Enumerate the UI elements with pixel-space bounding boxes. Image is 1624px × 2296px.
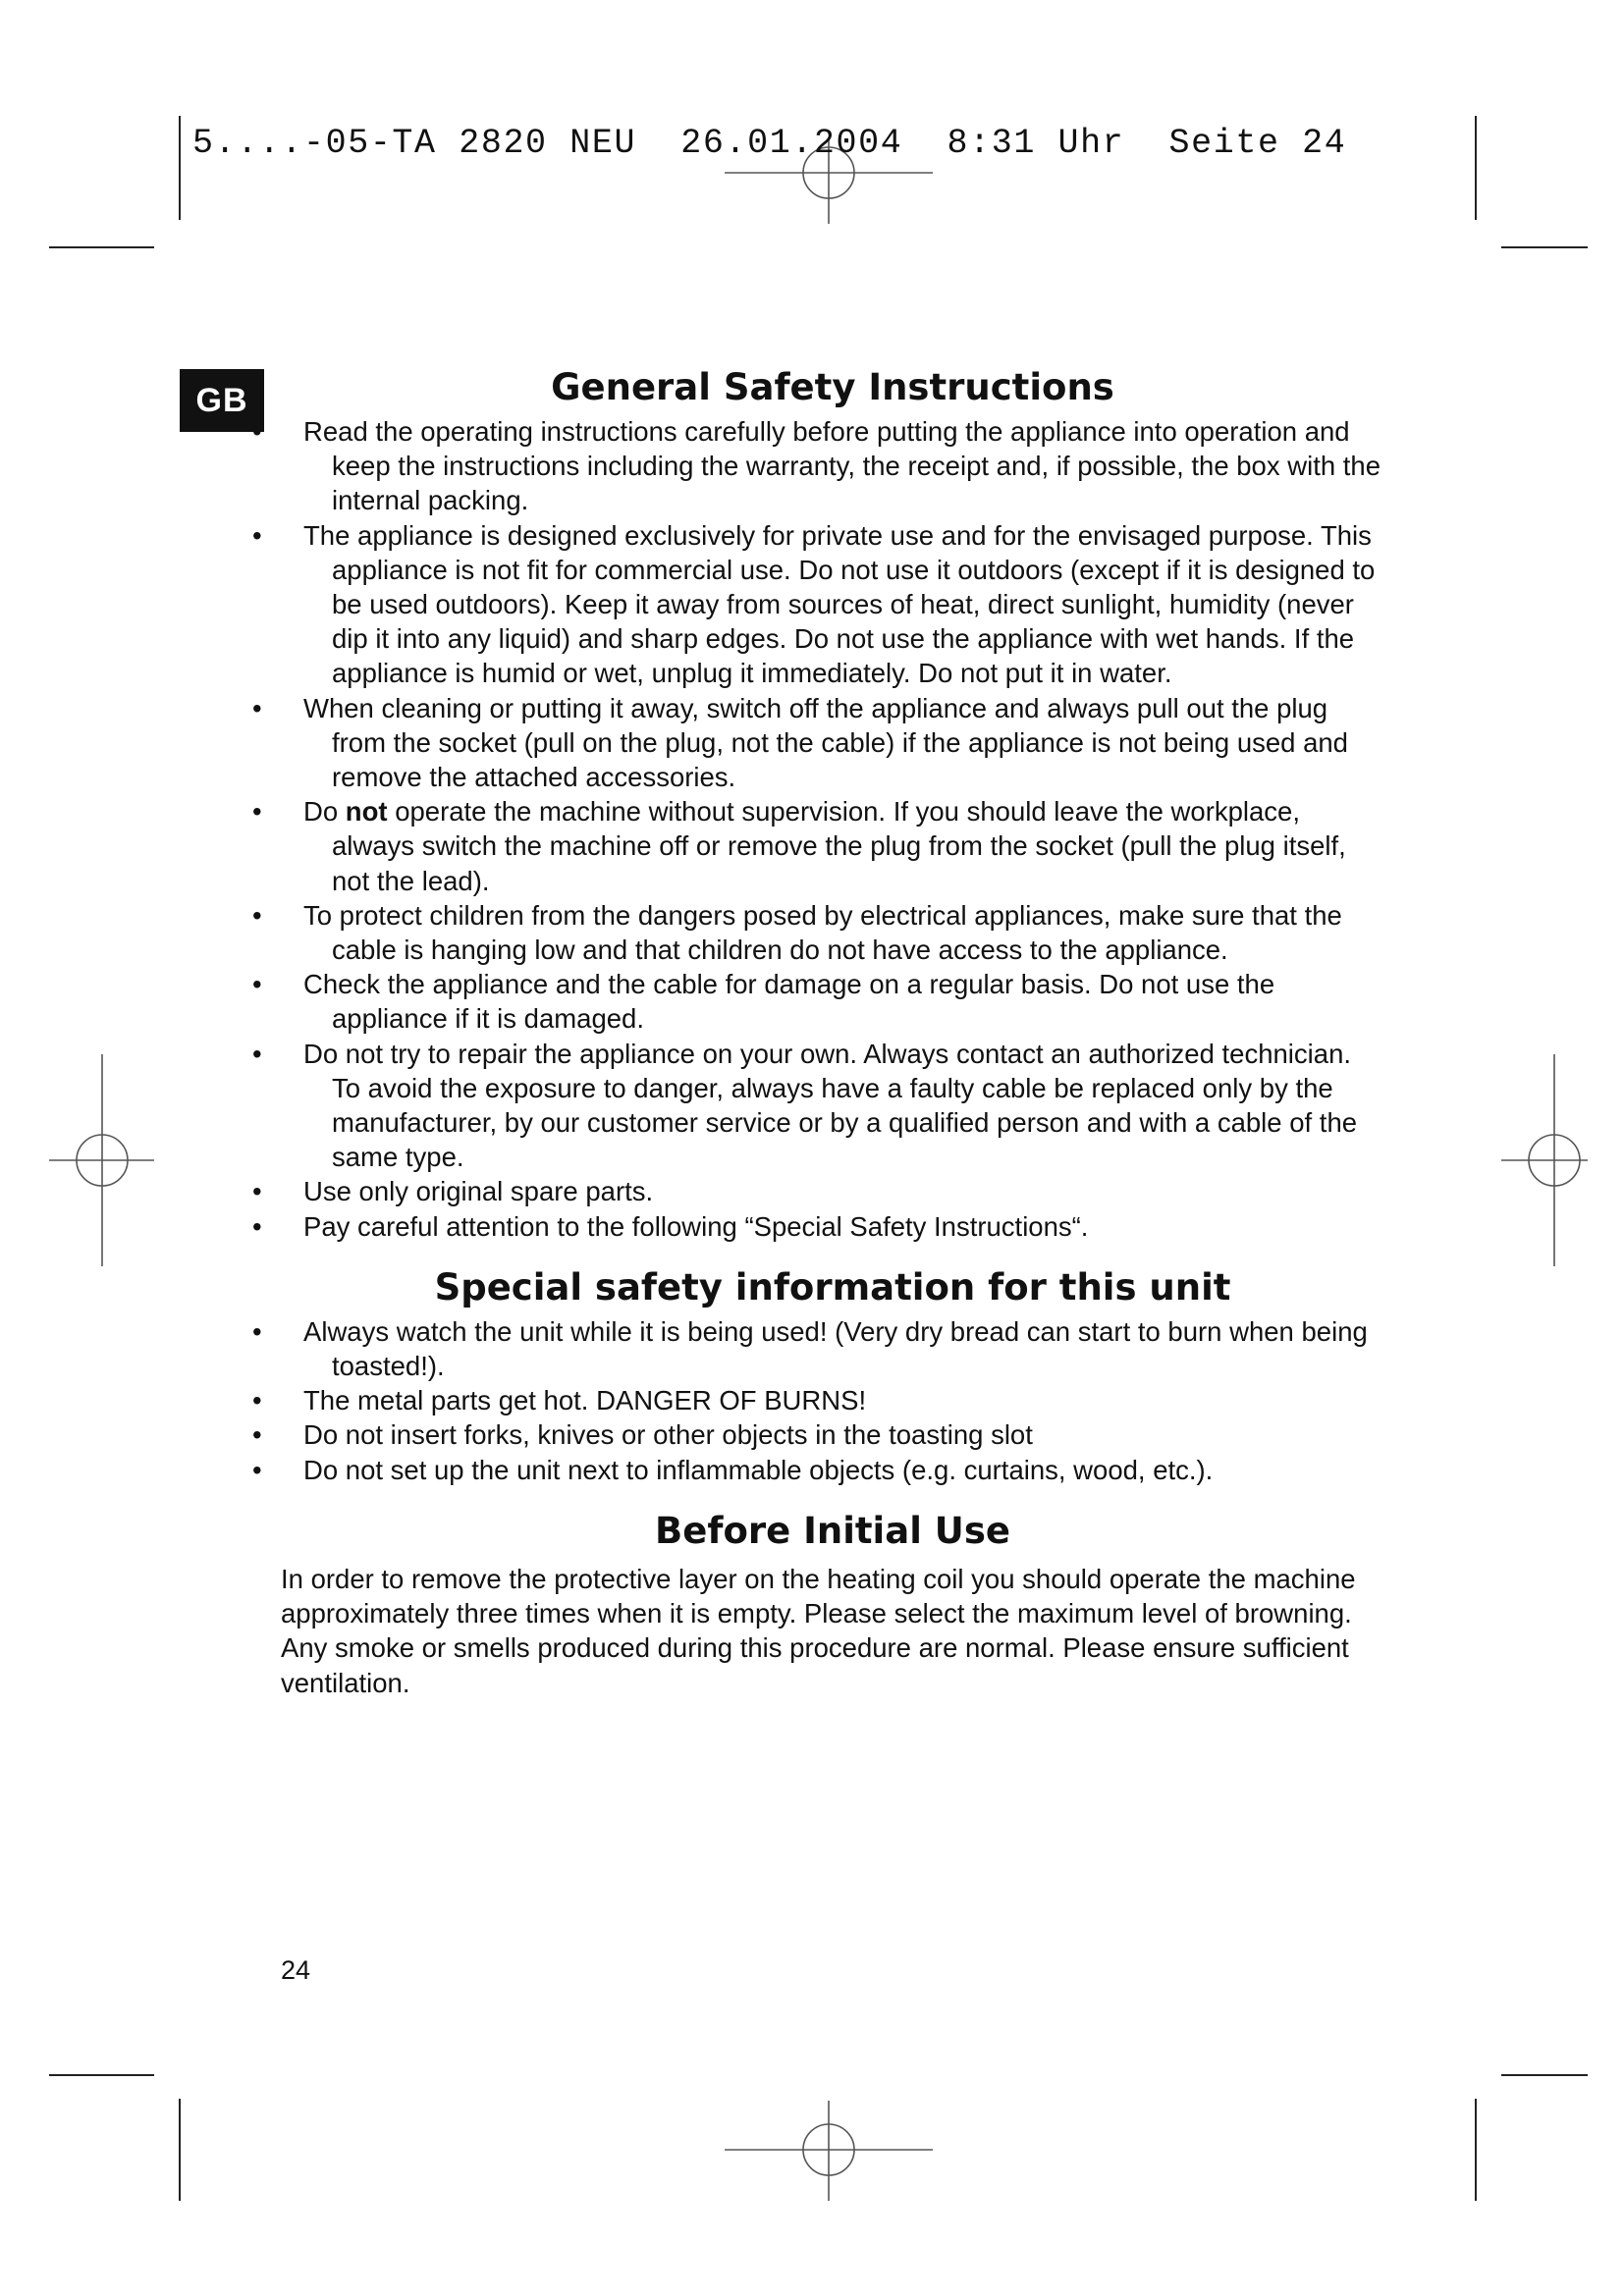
special-safety-list — [252, 1314, 1384, 1487]
section-title-general: General Safety Instructions — [551, 366, 1114, 408]
language-badge: GB — [180, 369, 264, 432]
list-item: • Do not operate the machine without supervision. If you should leave the workplace, always switch the machine off or remove the plug from the socket (pull the plug itself, not the lead). — [252, 796, 1346, 896]
registration-mark-bottom — [725, 2101, 933, 2201]
document-body — [252, 361, 1384, 1700]
list-item: • Do not set up the unit next to inflammable objects (e.g. curtains, wood, etc.). — [252, 1454, 1214, 1485]
general-safety-list — [252, 414, 1384, 1244]
list-item: • Always watch the unit while it is being used! (Very dry bread can start to burn when being toasted!). — [252, 1315, 1368, 1382]
list-item: • Pay careful attention to the following “Special Safety Instructions“. — [252, 1210, 1089, 1242]
list-item: • Do not insert forks, knives or other objects in the toasting slot — [252, 1419, 1033, 1451]
list-item: • The appliance is designed exclusively for private use and for the envisaged purpose. This appliance is not fit for commercial use. Do not use it outdoors (except if it is designed to be used outdoors). Keep it away from sources of heat, direct sunlight, humidity (never dip it into any liquid) and sharp edges. Do not use the appliance with wet hands. If the appliance is humid or wet, unplug it immediately. Do not put it in water. — [252, 519, 1376, 689]
list-item: • To protect children from the dangers posed by electrical appliances, make sure that the cable is hanging low and that children do not have access to the appliance. — [252, 899, 1342, 966]
list-item: • When cleaning or putting it away, switch off the appliance and always pull out the plug from the socket (pull on the plug, not the cable) if the appliance is not being used and remove the attached accessories. — [252, 692, 1348, 793]
print-header: 5....-05-TA 2820 NEU 26.01.2004 8:31 Uhr Seite 24 — [192, 124, 1347, 163]
list-item: Read the operating instructions carefully before putting the appliance into operation and keep the instructions including the warranty, the receipt and, if possible, the box with the internal packing. — [303, 416, 1381, 516]
list-item: • The metal parts get hot. DANGER OF BURNS! — [252, 1385, 867, 1416]
registration-mark-left — [49, 1054, 154, 1266]
registration-mark-right — [1501, 1054, 1588, 1266]
section-title-special: Special safety information for this unit — [434, 1265, 1231, 1308]
before-use-paragraph: In order to remove the protective layer on the heating coil you should operate the machine approximately three times when it is empty. Please select the maximum level of browning. Any smoke or smells produced during this procedure are normal. Please ensure sufficient ventilation. — [281, 1563, 1356, 1698]
list-item: • Use only original spare parts. — [252, 1176, 654, 1207]
page-number: 24 — [281, 1955, 311, 1985]
section-title-before-use: Before Initial Use — [655, 1509, 1010, 1552]
list-item: • Do not try to repair the appliance on your own. Always contact an authorized technician. To avoid the exposure to danger, always have a faulty cable be replaced only by the manufacturer, by our customer service or by a qualified person and with a cable of the same type. — [252, 1038, 1358, 1173]
list-item: • Check the appliance and the cable for damage on a regular basis. Do not use the appliance if it is damaged. — [252, 969, 1275, 1035]
